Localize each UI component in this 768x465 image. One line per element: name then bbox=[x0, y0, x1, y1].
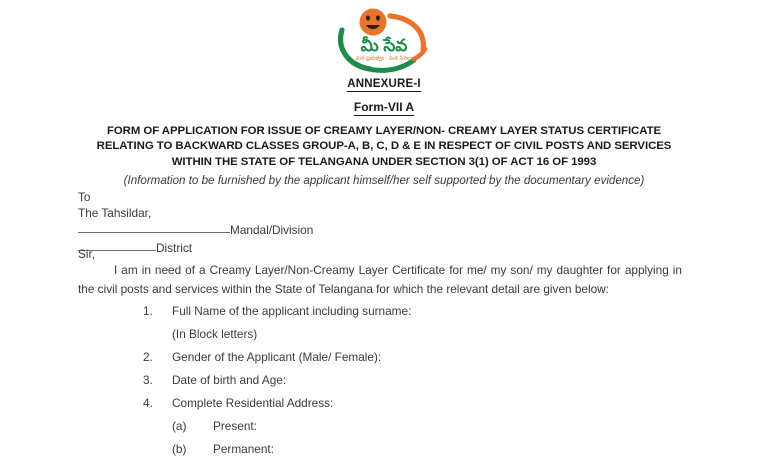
form-item-2-number: 2. bbox=[143, 350, 153, 364]
mandal-label: Mandal/Division bbox=[230, 223, 314, 238]
form-item-3-label: Date of birth and Age: bbox=[172, 373, 287, 387]
form-item-1-label: Full Name of the applicant including surname: bbox=[172, 304, 412, 318]
form-item-1 bbox=[0, 304, 768, 327]
form-item-1-number: 1. bbox=[143, 304, 153, 318]
form-item-3-number: 3. bbox=[143, 373, 153, 387]
form-item-2 bbox=[0, 350, 768, 373]
form-item-4 bbox=[0, 396, 768, 419]
logo-telugu-text: మీ సేవ bbox=[360, 36, 408, 55]
form-items-list bbox=[0, 304, 768, 465]
form-item-4b-label: Permanent: bbox=[213, 442, 274, 456]
salutation: Sir, bbox=[78, 247, 96, 261]
mandal-blank-field[interactable] bbox=[78, 221, 230, 233]
logo-telugu-subtext: మన ప్రభుత్వం - మన సేవలు bbox=[355, 55, 413, 62]
mee-seva-logo-graphic bbox=[330, 4, 438, 76]
district-label: District bbox=[156, 240, 193, 255]
body-paragraph-text: I am in need of a Creamy Layer/Non-Creamy Layer Certificate for me/ my son/ my daughter for applying in the civil posts and services within the State of Telangana for which the relevant detail are given below: bbox=[78, 263, 682, 296]
form-number-text: Form-VII A bbox=[353, 100, 415, 114]
form-item-2-label: Gender of the Applicant (Male/ Female): bbox=[172, 350, 382, 364]
address-mandal-line bbox=[78, 221, 313, 239]
annexure-heading bbox=[0, 78, 768, 90]
form-item-4a-label: Present: bbox=[213, 419, 257, 433]
page-title-line-2: RELATING TO BACKWARD CLASSES GROUP-A, B, C, D & E IN RESPECT OF CIVIL POSTS AND SERVICES bbox=[96, 140, 672, 153]
form-item-1-note bbox=[0, 327, 768, 350]
address-block bbox=[78, 190, 313, 256]
form-item-4b-number: (b) bbox=[172, 442, 187, 456]
form-item-4-label: Complete Residential Address: bbox=[172, 396, 334, 410]
page-title bbox=[84, 124, 684, 170]
form-item-4b bbox=[0, 442, 768, 465]
page-title-line-3: WITHIN THE STATE OF TELANGANA UNDER SECTION 3(1) OF ACT 16 OF 1993 bbox=[171, 155, 597, 168]
address-designation: The Tahsildar, bbox=[78, 205, 152, 220]
form-item-4a bbox=[0, 419, 768, 442]
form-item-4-number: 4. bbox=[143, 396, 153, 410]
annexure-heading-text: ANNEXURE-I bbox=[347, 78, 421, 90]
form-item-4a-number: (a) bbox=[172, 419, 187, 433]
page-title-line-1: FORM OF APPLICATION FOR ISSUE OF CREAMY LAYER/NON- CREAMY LAYER STATUS CERTIFICATE bbox=[106, 125, 662, 137]
form-number-heading bbox=[0, 100, 768, 114]
address-to: To bbox=[78, 190, 91, 204]
form-item-3 bbox=[0, 373, 768, 396]
logo-container bbox=[0, 4, 768, 76]
instruction-note: (Information to be furnished by the applicant himself/her self supported by the documentary evidence) bbox=[123, 174, 645, 187]
form-item-1-note-label: (In Block letters) bbox=[172, 327, 258, 341]
address-district-line bbox=[78, 239, 313, 257]
body-paragraph bbox=[78, 261, 682, 299]
mee-seva-logo bbox=[330, 4, 438, 76]
